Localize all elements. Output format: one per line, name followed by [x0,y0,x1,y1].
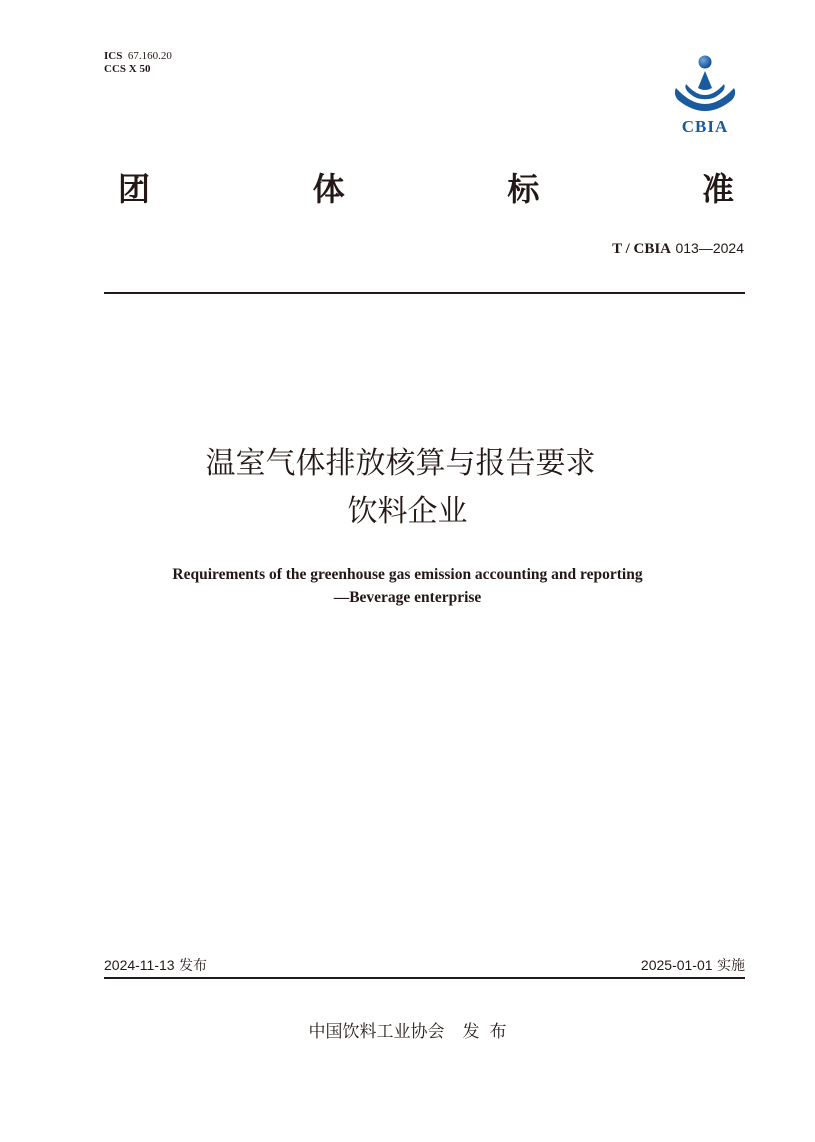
issue-date-label: 发布 [179,958,208,974]
standard-number-prefix: T / CBIA [612,241,672,257]
cbia-logo [660,54,750,136]
ccs-code [104,63,172,76]
english-title-line-2: —Beverage enterprise [333,589,482,606]
issue-date: 2024-11-13 [104,957,175,973]
implement-date-group [641,955,745,975]
standard-number-value: 013—2024 [675,240,744,256]
ics-value: 67.160.20 [127,50,172,62]
ics-code [104,50,172,63]
cbia-logo-icon [660,54,750,136]
standard-number [612,240,744,258]
standard-type-heading [118,164,734,210]
standard-type-char-3: 标 [507,170,540,208]
standard-type-char-1: 团 [118,170,151,208]
issue-date-group [104,955,207,975]
ics-label: ICS [104,50,123,62]
english-title [0,563,815,609]
issuer-name: 中国饮料工业协会 [308,1022,445,1042]
ccs-label: CCS [104,63,127,75]
implement-date: 2025-01-01 [640,957,713,973]
english-title-line-1: Requirements of the greenhouse gas emission accounting and reporting [172,566,643,583]
classification-codes [104,50,172,76]
issuer-label: 发布 [462,1022,517,1042]
standard-type-char-4: 准 [701,170,734,208]
chinese-title [0,440,815,536]
chinese-title-line-2: 饮料企业 [347,494,468,529]
cbia-logo-text: CBIA [681,117,729,136]
chinese-title-line-1: 温室气体排放核算与报告要求 [205,446,596,481]
standard-type-char-2: 体 [312,170,345,208]
ccs-value: X 50 [128,63,151,75]
implement-date-label: 实施 [717,958,745,974]
top-divider [104,292,745,294]
bottom-divider [104,977,745,979]
issuer-line [0,1017,815,1042]
date-row [104,955,745,975]
